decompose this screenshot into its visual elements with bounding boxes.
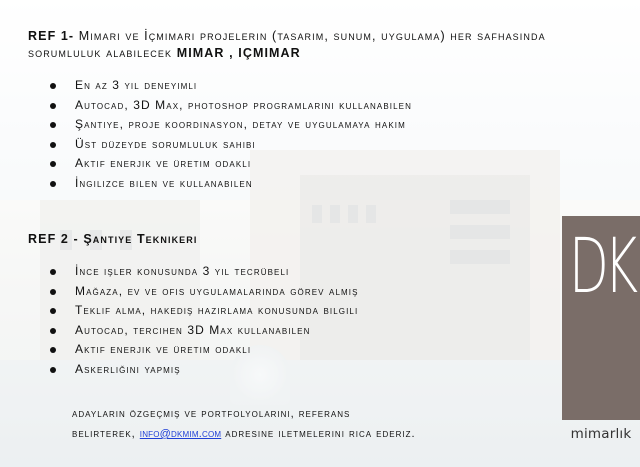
logo-subtitle: mimarlık bbox=[570, 426, 632, 442]
list-item: Askerliğini yapmış bbox=[48, 360, 359, 380]
dk-logo bbox=[562, 216, 640, 420]
ref1-role: MIMAR , IÇMIMAR bbox=[176, 46, 301, 60]
ref1-label: REF 1- bbox=[28, 29, 75, 43]
list-item: Üst düzeyde sorumluluk sahibi bbox=[48, 135, 412, 155]
ref2-title: REF 2 - Şantiye Teknikeri bbox=[28, 232, 198, 246]
logo-letters: DK bbox=[568, 224, 634, 311]
contact-note bbox=[72, 404, 502, 444]
list-item: Autocad, 3D Max, photoshop programlarını kullanabilen bbox=[48, 96, 412, 116]
ref1-heading bbox=[28, 28, 568, 62]
list-item: Şantiye, proje koordinasyon, detay ve uygulamaya hakim bbox=[48, 115, 412, 135]
ref1-description: Mimari ve İçmimari projelerin (tasarım, sunum, uygulama) her safhasında sorumluluk alabilecek bbox=[28, 29, 546, 60]
list-item: Aktif enerjik ve üretim odaklı bbox=[48, 340, 359, 360]
list-item: Aktif enerjik ve üretim odaklı bbox=[48, 154, 412, 174]
ref2-requirements-list bbox=[48, 262, 359, 380]
ref1-requirements-list bbox=[48, 76, 412, 194]
list-item: Teklif alma, hakediş hazırlama konusunda bilgili bbox=[48, 301, 359, 321]
email-link[interactable]: info@dkmim.com bbox=[139, 428, 222, 440]
list-item: İngilizce bilen ve kullanabilen bbox=[48, 174, 412, 194]
list-item: İnce işler konusunda 3 yıl tecrübeli bbox=[48, 262, 359, 282]
contact-line-1: adayların özgeçmiş ve portfolyolarını, referans bbox=[72, 408, 351, 420]
list-item: En az 3 yıl deneyimli bbox=[48, 76, 412, 96]
contact-text-before: belirterek, bbox=[72, 428, 140, 440]
contact-line-2 bbox=[72, 424, 502, 444]
list-item: Autocad, tercihen 3D Max kullanabilen bbox=[48, 321, 359, 341]
list-item: Mağaza, ev ve ofis uygulamalarında görev almış bbox=[48, 282, 359, 302]
ref2-heading bbox=[28, 231, 428, 248]
contact-text-after: adresine iletmelerini rica ederiz. bbox=[221, 428, 416, 440]
